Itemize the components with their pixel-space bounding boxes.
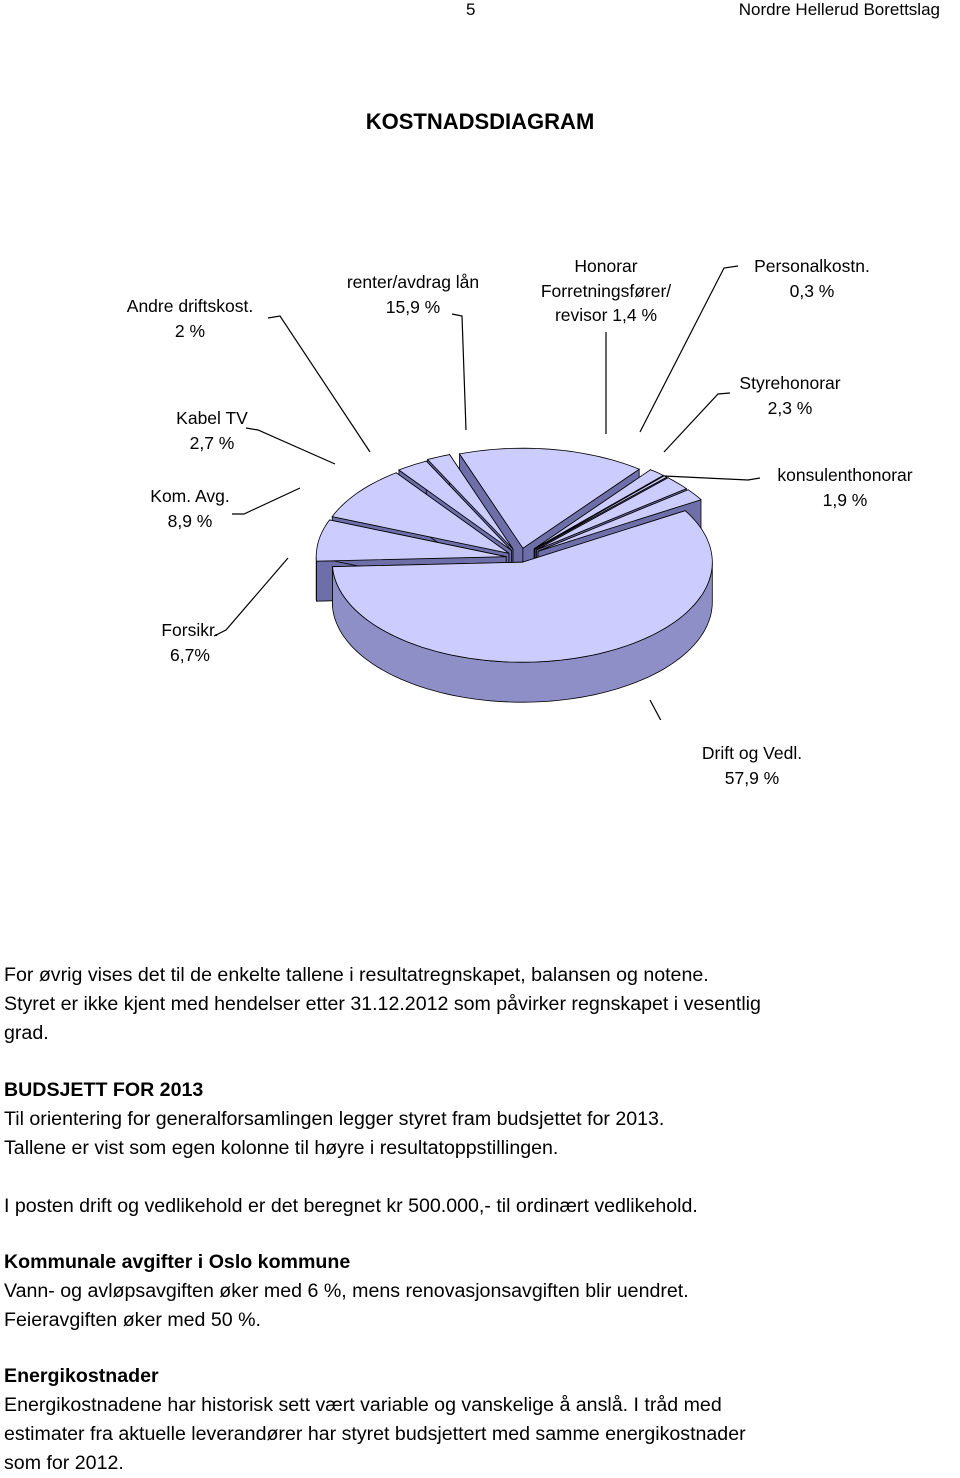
slice-label-line: Honorar — [541, 254, 671, 279]
slice-label-line: 2,7 % — [176, 431, 248, 456]
text-line: Energikostnadene har historisk sett vært variable og vanskelige å anslå. I tråd med — [4, 1391, 746, 1420]
slice-label-line: Andre driftskost. — [127, 294, 253, 319]
callout-line — [232, 488, 300, 514]
text-line: Til orientering for generalforsamlingen legger styret fram budsjettet for 2013. — [4, 1105, 664, 1134]
budget-heading: BUDSJETT FOR 2013 — [4, 1076, 203, 1105]
slice-label-line: Personalkostn. — [754, 254, 870, 279]
paragraph-notes — [4, 961, 761, 1048]
slice-label-konsulenthonorar — [777, 463, 912, 512]
text-line: Feieravgiften øker med 50 %. — [4, 1306, 689, 1335]
slice-label-styrehonorar — [739, 371, 840, 420]
slice-label-line: Drift og Vedl. — [702, 741, 802, 766]
callout-line — [246, 428, 335, 464]
slice-label-andre-driftskost — [127, 294, 253, 343]
slice-label-forsikr — [161, 618, 218, 667]
callout-line — [664, 476, 760, 480]
slice-label-line: 8,9 % — [150, 509, 229, 534]
slice-label-drift-og-vedl — [702, 741, 802, 790]
text-line: Tallene er vist som egen kolonne til høyre i resultatoppstillingen. — [4, 1134, 664, 1163]
slice-label-line: 15,9 % — [347, 295, 479, 320]
text-line: For øvrig vises det til de enkelte tallene i resultatregnskapet, balansen og notene. — [4, 961, 761, 990]
text-line: estimater fra aktuelle leverandører har styret budsjettert med samme energikostnader — [4, 1420, 746, 1449]
slice-label-line: Styrehonorar — [739, 371, 840, 396]
callout-line — [650, 700, 694, 720]
callout-line — [268, 316, 370, 452]
paragraph-budget — [4, 1105, 664, 1163]
text-line: Styret er ikke kjent med hendelser etter 31.12.2012 som påvirker regnskapet i vesentlig — [4, 990, 761, 1019]
slice-label-line: revisor 1,4 % — [541, 303, 671, 328]
slice-label-line: renter/avdrag lån — [347, 270, 479, 295]
slice-label-personalkostn — [754, 254, 870, 303]
slice-label-line: Kom. Avg. — [150, 484, 229, 509]
slice-label-line: 2 % — [127, 319, 253, 344]
slice-label-kom-avg — [150, 484, 229, 533]
page-number: 5 — [466, 0, 475, 20]
slice-label-line: 1,9 % — [777, 488, 912, 513]
slice-label-line: konsulenthonorar — [777, 463, 912, 488]
municipal-fees-heading: Kommunale avgifter i Oslo kommune — [4, 1248, 350, 1277]
pie-slices — [316, 448, 712, 702]
text-line: som for 2012. — [4, 1449, 746, 1478]
slice-label-line: Forretningsfører/ — [541, 279, 671, 304]
slice-label-line: 6,7% — [161, 643, 218, 668]
text-line: grad. — [4, 1019, 761, 1048]
slice-label-line: 57,9 % — [702, 766, 802, 791]
callout-line — [214, 558, 288, 636]
slice-label-kabel-tv — [176, 406, 248, 455]
slice-label-line: Kabel TV — [176, 406, 248, 431]
slice-label-honorar — [541, 254, 671, 328]
paragraph-energy — [4, 1391, 746, 1478]
energy-heading: Energikostnader — [4, 1362, 159, 1391]
paragraph-maintenance: I posten drift og vedlikehold er det beregnet kr 500.000,- til ordinært vedlikehold. — [4, 1192, 698, 1221]
slice-label-line: 2,3 % — [739, 396, 840, 421]
slice-label-renter — [347, 270, 479, 319]
slice-label-line: 0,3 % — [754, 279, 870, 304]
document-owner: Nordre Hellerud Borettslag — [739, 0, 940, 20]
chart-title: KOSTNADSDIAGRAM — [0, 108, 960, 136]
paragraph-municipal-fees — [4, 1277, 689, 1335]
text-line: Vann- og avløpsavgiften øker med 6 %, mens renovasjonsavgiften blir uendret. — [4, 1277, 689, 1306]
slice-label-line: Forsikr. — [161, 618, 218, 643]
callout-line — [452, 314, 466, 430]
callout-line — [664, 393, 730, 452]
